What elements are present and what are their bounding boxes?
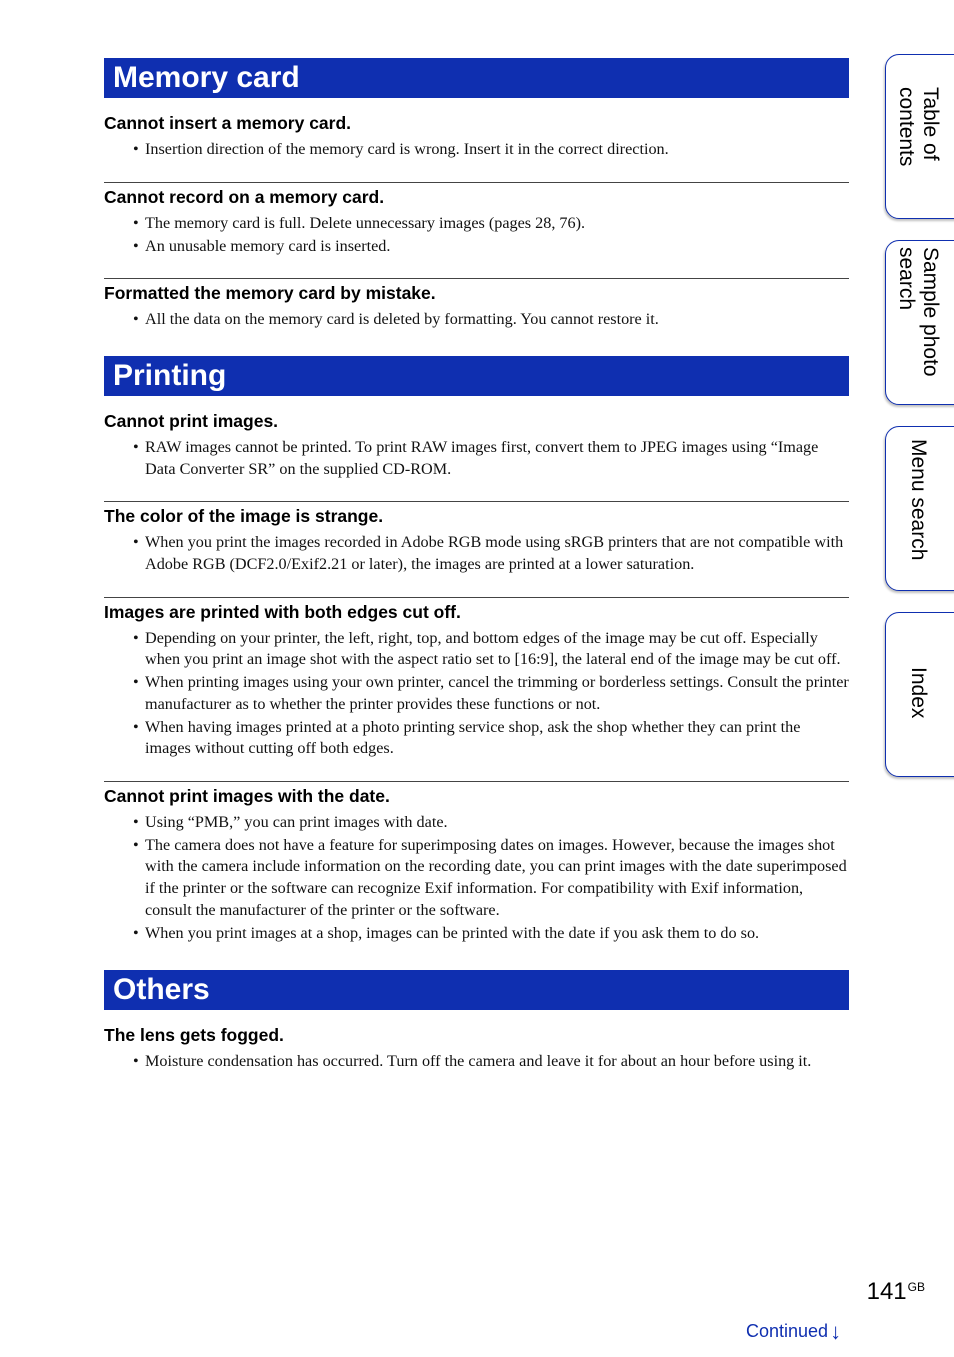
bullet-item: • The memory card is full. Delete unnecessary images (pages 28, 76). (145, 213, 849, 235)
section-header-others: Others (104, 970, 849, 1010)
tab-table-of-contents[interactable] (885, 54, 954, 219)
topic-title: Formatted the memory card by mistake. (104, 283, 436, 304)
bullet-item: • When you print images at a shop, images can be printed with the date if you ask them to do so. (145, 923, 849, 945)
bullet-item: • When you print the images recorded in Adobe RGB mode using sRGB printers that are not compatible with Adobe RGB (DCF2.0/Exif2.21 or later), the images are printed at a lower saturation. (145, 532, 849, 575)
bullet-list (104, 309, 849, 331)
page-number-value: 141 (866, 1278, 907, 1305)
topic-title: Cannot record on a memory card. (104, 186, 385, 207)
continued-label: Continued (746, 1321, 829, 1341)
bullet-item: • Depending on your printer, the left, right, top, and bottom edges of the image may be cut off. Especially when you print an image shot with the aspect ratio set to [16:9], the lateral end of the image may be cut off. (145, 628, 849, 671)
bullet-list (104, 812, 849, 944)
bullet-item: • The camera does not have a feature for superimposing dates on images. However, because the images shot with the camera include information on the recording date, you can print images with the date superimposed if the printer or the software can recognize Exif information. For compatibility with Exif information, consult the manufacturer of the printer or the software. (145, 835, 849, 921)
bullet-list (104, 628, 849, 760)
section-header-printing: Printing (104, 356, 849, 396)
continued-link[interactable] (746, 1317, 841, 1343)
bullet-item: • When printing images using your own printer, cancel the trimming or borderless settings. Consult the printer manufacturer as to whether the printer provides these functions or not. (145, 672, 849, 715)
bullet-item: • RAW images cannot be printed. To print RAW images first, convert them to JPEG images using “Image Data Converter SR” on the supplied CD-ROM. (145, 437, 849, 480)
section-header-memory-card: Memory card (104, 58, 849, 98)
bullet-list (104, 1051, 849, 1073)
topic-title: Cannot print images. (104, 411, 279, 432)
page-number (867, 1278, 925, 1306)
bullet-item: • Insertion direction of the memory card is wrong. Insert it in the correct direction. (145, 139, 849, 161)
bullet-list (104, 437, 849, 480)
bullet-item: • When having images printed at a photo printing service shop, ask the shop whether they can print the images without cutting off both edges. (145, 717, 849, 760)
bullet-item: • An unusable memory card is inserted. (145, 236, 849, 258)
page-number-suffix: GB (907, 1280, 925, 1294)
tab-label: Table of contents (895, 87, 942, 167)
bullet-item: • All the data on the memory card is deleted by formatting. You cannot restore it. (145, 309, 849, 331)
bullet-list (104, 213, 849, 258)
topic-title: The lens gets fogged. (104, 1024, 284, 1045)
bullet-list (104, 532, 849, 575)
bullet-list (104, 139, 849, 161)
bullet-item: • Moisture condensation has occurred. Turn off the camera and leave it for about an hour before using it. (145, 1051, 849, 1073)
tab-sample-photo-search[interactable] (885, 240, 954, 405)
down-arrow-icon: ↓ (830, 1319, 842, 1344)
topic-title: Images are printed with both edges cut off. (104, 601, 461, 622)
tab-label: Index (907, 667, 930, 719)
tab-index[interactable] (885, 612, 954, 777)
topic-title: Cannot print images with the date. (104, 785, 390, 806)
topic-title: The color of the image is strange. (104, 506, 384, 527)
tab-label: Menu search (907, 439, 930, 561)
tab-menu-search[interactable] (885, 426, 954, 591)
tab-label: Sample photo search (895, 247, 942, 377)
page-content (104, 58, 849, 1074)
topic-title: Cannot insert a memory card. (104, 113, 352, 133)
bullet-item: • Using “PMB,” you can print images with date. (145, 812, 849, 834)
